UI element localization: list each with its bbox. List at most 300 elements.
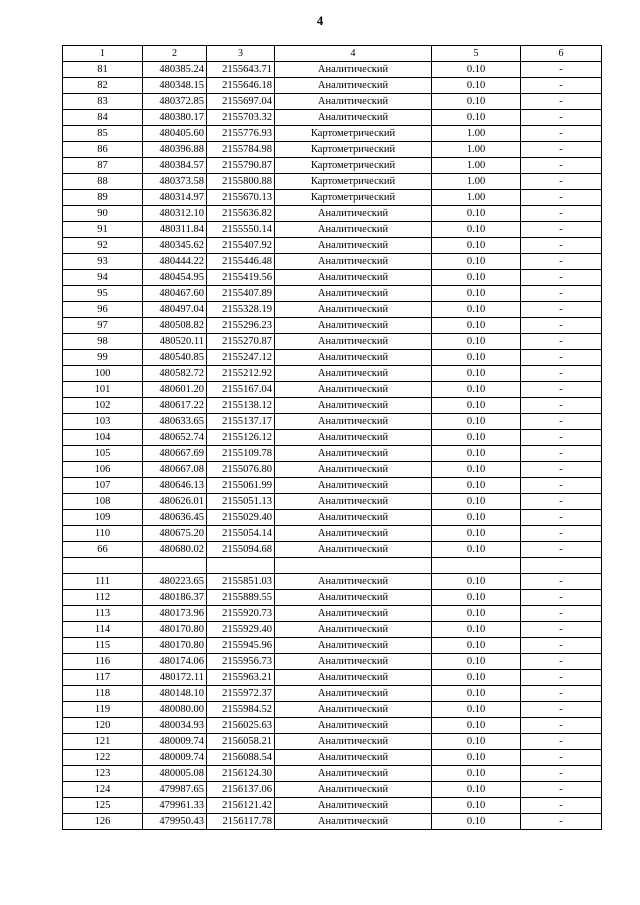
table-cell: 480454.95 (143, 270, 207, 286)
table-cell: 0.10 (432, 238, 521, 254)
page-number: 4 (316, 13, 324, 28)
table-cell: 0.10 (432, 270, 521, 286)
table-cell: - (521, 686, 602, 702)
table-cell: - (521, 142, 602, 158)
table-cell: 0.10 (432, 798, 521, 814)
header-row (63, 46, 602, 62)
table-cell: - (521, 718, 602, 734)
table-cell: - (521, 62, 602, 78)
table-cell: 2155697.04 (207, 94, 275, 110)
table-cell: Аналитический (275, 510, 432, 526)
table-row (63, 494, 602, 510)
table-cell: 92 (63, 238, 143, 254)
table-cell: 480009.74 (143, 734, 207, 750)
table-cell: 480636.45 (143, 510, 207, 526)
column-header: 1 (63, 46, 143, 62)
table-cell: 480034.93 (143, 718, 207, 734)
table-cell: 480633.65 (143, 414, 207, 430)
table-cell: - (521, 638, 602, 654)
table-cell: Аналитический (275, 62, 432, 78)
table-cell: - (521, 174, 602, 190)
table-cell: 120 (63, 718, 143, 734)
table-cell: Аналитический (275, 94, 432, 110)
table-row (63, 798, 602, 814)
table-cell: Аналитический (275, 78, 432, 94)
table-row (63, 702, 602, 718)
table-cell: Аналитический (275, 334, 432, 350)
table-cell: 1.00 (432, 126, 521, 142)
table-cell: 0.10 (432, 654, 521, 670)
table-cell: 0.10 (432, 286, 521, 302)
table-cell: Аналитический (275, 782, 432, 798)
table-cell: 480312.10 (143, 206, 207, 222)
table-cell: - (521, 254, 602, 270)
table-cell: 2155270.87 (207, 334, 275, 350)
table-row (63, 110, 602, 126)
table-cell: Аналитический (275, 286, 432, 302)
table-cell: 2156137.06 (207, 782, 275, 798)
table-cell: 87 (63, 158, 143, 174)
table-cell: Аналитический (275, 590, 432, 606)
table-row (63, 254, 602, 270)
table-row (63, 638, 602, 654)
table-cell: - (521, 478, 602, 494)
table-row (63, 718, 602, 734)
table-cell: - (521, 78, 602, 94)
table-row (63, 398, 602, 414)
table-cell: Картометрический (275, 142, 432, 158)
table-cell: - (521, 334, 602, 350)
table-row (63, 750, 602, 766)
table-cell: - (521, 798, 602, 814)
table-cell: 126 (63, 814, 143, 830)
table-cell: 2155137.17 (207, 414, 275, 430)
table-cell: 86 (63, 142, 143, 158)
table-cell: 480385.24 (143, 62, 207, 78)
table-cell: Аналитический (275, 494, 432, 510)
table-cell: 0.10 (432, 78, 521, 94)
table-cell: 480646.13 (143, 478, 207, 494)
table-cell: 2155800.88 (207, 174, 275, 190)
table-cell: - (521, 622, 602, 638)
table-cell: 2155407.92 (207, 238, 275, 254)
table-row (63, 190, 602, 206)
table-cell: - (521, 366, 602, 382)
table-cell: 113 (63, 606, 143, 622)
table-cell: 103 (63, 414, 143, 430)
table-cell: - (521, 462, 602, 478)
empty-cell (275, 558, 432, 574)
table-cell: 0.10 (432, 494, 521, 510)
table-cell: 479950.43 (143, 814, 207, 830)
table-row (63, 62, 602, 78)
table-row (63, 574, 602, 590)
table-cell: 0.10 (432, 318, 521, 334)
table-cell: 121 (63, 734, 143, 750)
table-row (63, 542, 602, 558)
table-cell: 122 (63, 750, 143, 766)
empty-cell (521, 558, 602, 574)
table-cell: - (521, 574, 602, 590)
table-cell: 104 (63, 430, 143, 446)
table-cell: 2155851.03 (207, 574, 275, 590)
column-header: 3 (207, 46, 275, 62)
table-row (63, 174, 602, 190)
table-cell: - (521, 158, 602, 174)
table-cell: 2155446.48 (207, 254, 275, 270)
table-row (63, 478, 602, 494)
table-cell: 0.10 (432, 670, 521, 686)
table-row (63, 78, 602, 94)
table-cell: 0.10 (432, 622, 521, 638)
table-cell: 0.10 (432, 782, 521, 798)
table-cell: 0.10 (432, 94, 521, 110)
table-row (63, 238, 602, 254)
table-cell: 480540.85 (143, 350, 207, 366)
table-cell: Аналитический (275, 270, 432, 286)
table-cell: Аналитический (275, 670, 432, 686)
table-cell: 117 (63, 670, 143, 686)
table-cell: 116 (63, 654, 143, 670)
table-cell: Аналитический (275, 654, 432, 670)
table-cell: Картометрический (275, 190, 432, 206)
table-cell: Аналитический (275, 350, 432, 366)
table-cell: 2155670.13 (207, 190, 275, 206)
table-cell: 480373.58 (143, 174, 207, 190)
table-cell: 98 (63, 334, 143, 350)
table-cell: 2156025.63 (207, 718, 275, 734)
table-cell: 2155419.56 (207, 270, 275, 286)
table-cell: 2155776.93 (207, 126, 275, 142)
table-cell: - (521, 702, 602, 718)
table-cell: 93 (63, 254, 143, 270)
table-row (63, 734, 602, 750)
table-cell: Аналитический (275, 206, 432, 222)
table-cell: - (521, 446, 602, 462)
table-row (63, 382, 602, 398)
table-cell: 480148.10 (143, 686, 207, 702)
table-cell: 0.10 (432, 350, 521, 366)
table-cell: 480005.08 (143, 766, 207, 782)
table-cell: 2155889.55 (207, 590, 275, 606)
table-cell: 480444.22 (143, 254, 207, 270)
table-cell: 99 (63, 350, 143, 366)
table-cell: - (521, 734, 602, 750)
table-cell: 110 (63, 526, 143, 542)
table-cell: 2155963.21 (207, 670, 275, 686)
table-cell: 480680.02 (143, 542, 207, 558)
table-header (63, 46, 602, 62)
table-cell: Аналитический (275, 814, 432, 830)
table-cell: 84 (63, 110, 143, 126)
table-cell: 2155328.19 (207, 302, 275, 318)
table-cell: 480170.80 (143, 638, 207, 654)
table-cell: 108 (63, 494, 143, 510)
table-cell: 2155138.12 (207, 398, 275, 414)
table-cell: Аналитический (275, 606, 432, 622)
table-cell: Аналитический (275, 478, 432, 494)
table-cell: 82 (63, 78, 143, 94)
table-body (63, 62, 602, 830)
table-row (63, 622, 602, 638)
table-cell: 0.10 (432, 254, 521, 270)
table-cell: 2156124.30 (207, 766, 275, 782)
table-cell: 0.10 (432, 542, 521, 558)
table-cell: 0.10 (432, 766, 521, 782)
table-cell: 480174.06 (143, 654, 207, 670)
table-cell: 1.00 (432, 142, 521, 158)
table-cell: 2155109.78 (207, 446, 275, 462)
table-cell: 118 (63, 686, 143, 702)
table-cell: Аналитический (275, 718, 432, 734)
table-cell: 480380.17 (143, 110, 207, 126)
table-cell: 2155703.32 (207, 110, 275, 126)
table-row (63, 142, 602, 158)
table-cell: 2155051.13 (207, 494, 275, 510)
table-cell: 124 (63, 782, 143, 798)
table-cell: 97 (63, 318, 143, 334)
table-cell: 480667.69 (143, 446, 207, 462)
table-cell: 0.10 (432, 574, 521, 590)
table-cell: 0.10 (432, 734, 521, 750)
table-cell: 0.10 (432, 590, 521, 606)
table-cell: 0.10 (432, 526, 521, 542)
table-cell: 2155094.68 (207, 542, 275, 558)
table-cell: Аналитический (275, 702, 432, 718)
table-cell: 480080.00 (143, 702, 207, 718)
table-row (63, 606, 602, 622)
table-cell: 480617.22 (143, 398, 207, 414)
table-cell: Аналитический (275, 686, 432, 702)
table-cell: - (521, 286, 602, 302)
table-row (63, 302, 602, 318)
table-cell: 0.10 (432, 334, 521, 350)
table-cell: - (521, 382, 602, 398)
table-row (63, 462, 602, 478)
table-cell: 0.10 (432, 638, 521, 654)
table-cell: Аналитический (275, 526, 432, 542)
table-cell: 2155076.80 (207, 462, 275, 478)
table-cell: 89 (63, 190, 143, 206)
column-header: 2 (143, 46, 207, 62)
table-cell: - (521, 782, 602, 798)
table-cell: - (521, 654, 602, 670)
table-cell: 0.10 (432, 414, 521, 430)
table-cell: - (521, 606, 602, 622)
table-cell: 2155972.37 (207, 686, 275, 702)
table-cell: 480626.01 (143, 494, 207, 510)
table-cell: Аналитический (275, 302, 432, 318)
table-cell: Аналитический (275, 110, 432, 126)
table-cell: 480396.88 (143, 142, 207, 158)
table-cell: - (521, 510, 602, 526)
table-row (63, 766, 602, 782)
table-row (63, 158, 602, 174)
column-header: 4 (275, 46, 432, 62)
table-cell: - (521, 814, 602, 830)
table-cell: Аналитический (275, 254, 432, 270)
table-cell: 480675.20 (143, 526, 207, 542)
table-cell: - (521, 270, 602, 286)
table-cell: 480372.85 (143, 94, 207, 110)
table-row (63, 414, 602, 430)
table-cell: 2155636.82 (207, 206, 275, 222)
table-cell: 2155984.52 (207, 702, 275, 718)
table-cell: 91 (63, 222, 143, 238)
table-cell: 2155126.12 (207, 430, 275, 446)
table-cell: 2156088.54 (207, 750, 275, 766)
table-cell: Аналитический (275, 382, 432, 398)
table-cell: 94 (63, 270, 143, 286)
table-cell: 0.10 (432, 702, 521, 718)
table-row (63, 334, 602, 350)
table-row (63, 222, 602, 238)
table-cell: - (521, 94, 602, 110)
table-cell: 0.10 (432, 814, 521, 830)
table-cell: 83 (63, 94, 143, 110)
table-cell: - (521, 526, 602, 542)
table-cell: 119 (63, 702, 143, 718)
table-cell: 0.10 (432, 206, 521, 222)
table-cell: 479961.33 (143, 798, 207, 814)
column-header: 5 (432, 46, 521, 62)
table-row (63, 126, 602, 142)
table-cell: 0.10 (432, 510, 521, 526)
empty-cell (432, 558, 521, 574)
table-cell: 0.10 (432, 686, 521, 702)
table-row (63, 270, 602, 286)
table-row (63, 286, 602, 302)
table-cell: Аналитический (275, 318, 432, 334)
table-cell: 96 (63, 302, 143, 318)
table-cell: 109 (63, 510, 143, 526)
empty-cell (207, 558, 275, 574)
table-cell: 0.10 (432, 366, 521, 382)
table-cell: 480520.11 (143, 334, 207, 350)
table-cell: Аналитический (275, 414, 432, 430)
table-cell: 81 (63, 62, 143, 78)
table-cell: Аналитический (275, 638, 432, 654)
table-cell: 2155296.23 (207, 318, 275, 334)
table-cell: 2155920.73 (207, 606, 275, 622)
coordinates-table (62, 45, 602, 830)
table-cell: 480467.60 (143, 286, 207, 302)
table-cell: 125 (63, 798, 143, 814)
table-cell: Аналитический (275, 222, 432, 238)
table-cell: Картометрический (275, 174, 432, 190)
table-row (63, 782, 602, 798)
table-cell: 107 (63, 478, 143, 494)
table-cell: 2155054.14 (207, 526, 275, 542)
table-cell: 0.10 (432, 302, 521, 318)
table-cell: 85 (63, 126, 143, 142)
table-cell: 480667.08 (143, 462, 207, 478)
table-cell: 123 (63, 766, 143, 782)
table-cell: Аналитический (275, 446, 432, 462)
table-cell: Аналитический (275, 750, 432, 766)
table-cell: 480405.60 (143, 126, 207, 142)
table-cell: 111 (63, 574, 143, 590)
column-header: 6 (521, 46, 602, 62)
table-cell: 1.00 (432, 190, 521, 206)
table-cell: Аналитический (275, 238, 432, 254)
table-cell: 0.10 (432, 398, 521, 414)
table-row (63, 206, 602, 222)
table-cell: 480009.74 (143, 750, 207, 766)
table-cell: 0.10 (432, 222, 521, 238)
table-cell: - (521, 430, 602, 446)
table-row (63, 670, 602, 686)
table-cell: 2155956.73 (207, 654, 275, 670)
table-cell: 2156117.78 (207, 814, 275, 830)
table-cell: 2155167.04 (207, 382, 275, 398)
table-cell: 114 (63, 622, 143, 638)
table-cell: 2155643.71 (207, 62, 275, 78)
table-cell: 480173.96 (143, 606, 207, 622)
table-cell: 101 (63, 382, 143, 398)
table-cell: - (521, 398, 602, 414)
table-row (63, 510, 602, 526)
table-cell: 88 (63, 174, 143, 190)
table-cell: 480348.15 (143, 78, 207, 94)
table-cell: 2156121.42 (207, 798, 275, 814)
table-cell: 0.10 (432, 382, 521, 398)
table-cell: 480497.04 (143, 302, 207, 318)
table-cell: 0.10 (432, 718, 521, 734)
table-cell: - (521, 494, 602, 510)
table-cell: - (521, 110, 602, 126)
table-cell: 2155550.14 (207, 222, 275, 238)
table-cell: - (521, 318, 602, 334)
table-cell: 480652.74 (143, 430, 207, 446)
table-cell: - (521, 302, 602, 318)
table-cell: Аналитический (275, 574, 432, 590)
table-cell: 480170.80 (143, 622, 207, 638)
table-cell: Картометрический (275, 126, 432, 142)
table-cell: 2155061.99 (207, 478, 275, 494)
table-cell: Аналитический (275, 462, 432, 478)
table-cell: Аналитический (275, 398, 432, 414)
table-cell: - (521, 222, 602, 238)
table-cell: 112 (63, 590, 143, 606)
table-cell: 1.00 (432, 158, 521, 174)
table-row (63, 446, 602, 462)
table-cell: 105 (63, 446, 143, 462)
table-row (63, 814, 602, 830)
table-cell: 115 (63, 638, 143, 654)
table-cell: - (521, 766, 602, 782)
table-cell: 480223.65 (143, 574, 207, 590)
table-cell: Аналитический (275, 798, 432, 814)
empty-cell (143, 558, 207, 574)
table-cell: 2155247.12 (207, 350, 275, 366)
table-cell: - (521, 750, 602, 766)
table-cell: - (521, 350, 602, 366)
table-cell: 479987.65 (143, 782, 207, 798)
table-row (63, 526, 602, 542)
table-row (63, 654, 602, 670)
table-cell: 0.10 (432, 750, 521, 766)
table-cell: 2155212.92 (207, 366, 275, 382)
table-row (63, 94, 602, 110)
table-cell: Аналитический (275, 542, 432, 558)
table-row (63, 590, 602, 606)
table-cell: 0.10 (432, 606, 521, 622)
table-cell: 480508.82 (143, 318, 207, 334)
table-cell: 90 (63, 206, 143, 222)
table-cell: 480311.84 (143, 222, 207, 238)
table-cell: Аналитический (275, 430, 432, 446)
